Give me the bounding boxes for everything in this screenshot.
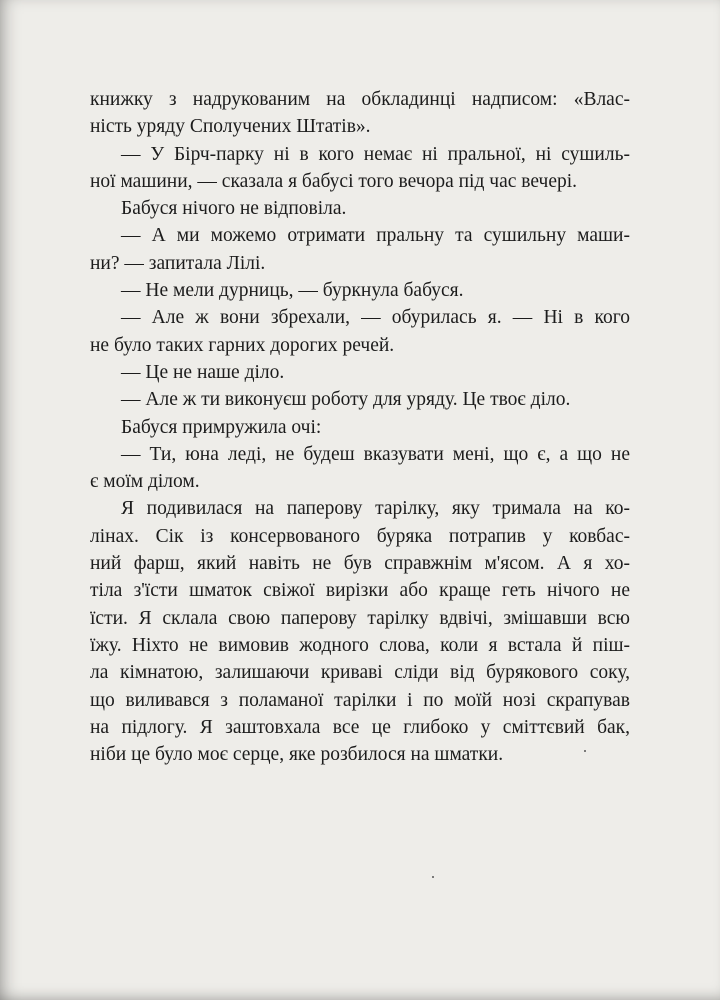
paper-speck bbox=[432, 876, 434, 878]
paper-speck bbox=[584, 750, 586, 752]
text-line: Бабуся нічого не відповіла. bbox=[121, 198, 347, 220]
text-line: — Це не наше діло. bbox=[121, 361, 285, 383]
text-line: Бабуся примружила очі: bbox=[121, 416, 322, 438]
page-text bbox=[90, 86, 630, 768]
text-line: — Не мели дурниць, — буркнула бабуся. bbox=[121, 280, 464, 302]
text-line: ни? — запитала Лілі. bbox=[90, 252, 266, 274]
text-line: ної машини, — сказала я бабусі того вечора під час вечері. bbox=[90, 170, 578, 192]
text-line: лінах. Сік із консервованого буряка потрапив у ковбас- bbox=[90, 525, 630, 547]
text-line: — У Бірч-парку ні в кого немає ні пральної, ні сушиль- bbox=[121, 143, 630, 165]
text-line: ла кімнатою, залишаючи криваві сліди від бурякового соку, bbox=[90, 662, 630, 684]
text-line: — Ти, юна леді, не будеш вказувати мені, що є, а що не bbox=[121, 443, 630, 465]
text-line: книжку з надрукованим на обкладинці надписом: «Влас- bbox=[90, 89, 630, 110]
text-line: їсти. Я склала свою паперову тарілку вдвічі, змішавши всю bbox=[90, 607, 630, 629]
text-line: ніби це було моє серце, яке розбилося на шматки. bbox=[90, 744, 504, 766]
text-line: — Але ж вони збрехали, — обурилась я. — Ні в кого bbox=[121, 307, 630, 329]
text-line: ний фарш, який навіть не був справжнім м'ясом. А я хо- bbox=[90, 553, 630, 575]
text-line: ність уряду Сполучених Штатів». bbox=[90, 116, 371, 138]
text-line: — А ми можемо отримати пральну та сушильну маши- bbox=[121, 225, 630, 247]
text-line: тіла з'їсти шматок свіжої вирізки або краще геть нічого не bbox=[90, 580, 630, 602]
text-line: — Але ж ти виконуєш роботу для уряду. Це твоє діло. bbox=[121, 389, 571, 411]
text-line: що виливався з поламаної тарілки і по моїй нозі скрапував bbox=[90, 689, 630, 711]
text-line: їжу. Ніхто не вимовив жодного слова, коли я встала й піш- bbox=[90, 634, 630, 656]
text-line: на підлогу. Я заштовхала все це глибоко у сміттєвий бак, bbox=[90, 716, 630, 738]
text-line: не було таких гарних дорогих речей. bbox=[90, 334, 395, 356]
text-line: Я подивилася на паперову тарілку, яку тримала на ко- bbox=[121, 498, 630, 520]
text-line: є моїм ділом. bbox=[90, 471, 200, 493]
